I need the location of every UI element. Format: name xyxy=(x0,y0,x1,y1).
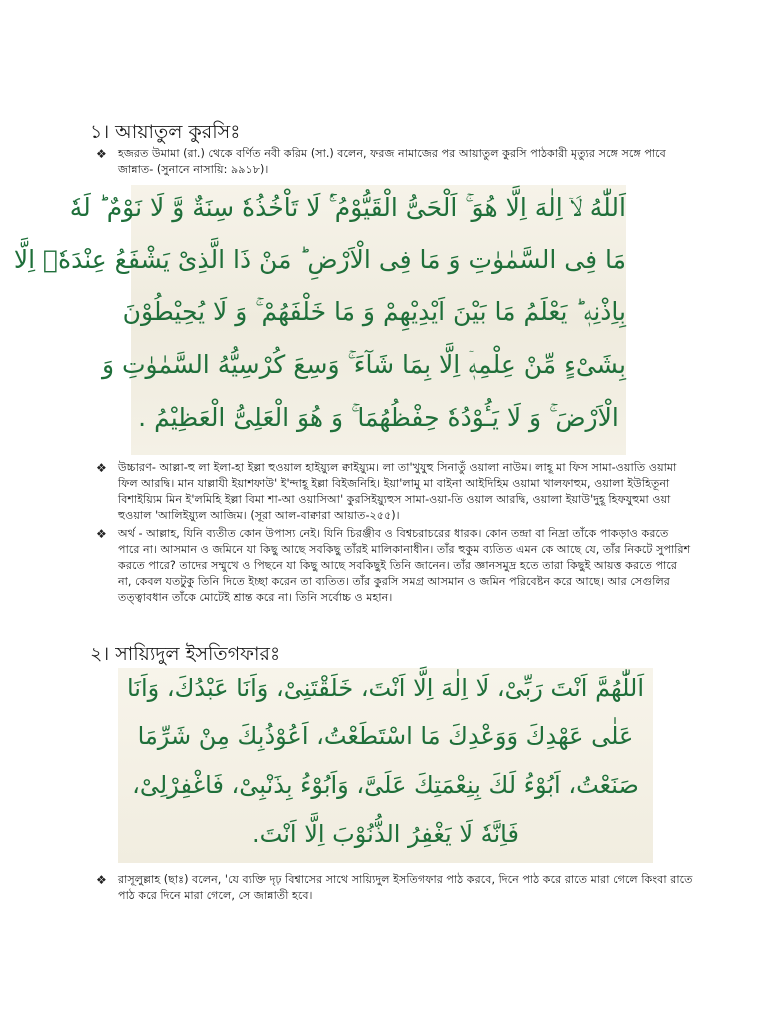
bullet-hadith-ayatul-kursi xyxy=(96,146,693,178)
meaning-text: অর্থ - আল্লাহ, যিনি ব্যতীত কোন উপাস্য নেই। যিনি চিরঞ্জীব ও বিশ্বচরাচরের ধারক। কোন তন্দ্রা বা নিদ্রা তাঁকে পাকড়াও করতে পারে না। আসমান ও জমিনে যা কিছু আছে সবকিছু তাঁরই মালিকানাধীন। তাঁর হুকুম ব্যতিত এমন কে আছে যে, তাঁর নিকটে সুপারিশ করতে পারে? তাদের সম্মুখে ও পিছনে যা কিছু আছে সবকিছুই তিনি জানেন। তাঁর জ্ঞানসমুদ্র হতে তারা কিছুই আয়ত্ত করতে পারে না, কেবল যতটুকু তিনি দিতে ইচ্ছা করেন তা ব্যতিত। তাঁর কুরসি সমগ্র আসমান ও জমিন পরিবেষ্টন করে আছে। আর সেগুলির তত্ত্বাবধান তাঁকে মোটেই শ্রান্ত করে না। তিনি সর্বোচ্চ ও মহান। xyxy=(118,527,691,604)
hadith-text: হজরত উমামা (রা.) থেকে বর্ণিত নবী করিম (সা.) বলেন, ফরজ নামাজের পর আয়াতুল কুরসি পাঠকারী মৃত্যুর সঙ্গে সঙ্গে পাবে জান্নাত- (সুনানে নাসায়ি: ৯৯১৮)। xyxy=(118,147,666,176)
arabic-line: صَنَعْتُ، اَبُوْءُ لَكَ بِنِعْمَتِكَ عَلَیَّ، وَاَبُوْءُ بِذَنْبِیْ، فَاغْفِرْلِیْ، xyxy=(132,771,639,799)
bullet-transliteration xyxy=(96,460,693,524)
arabic-line: بِشَیْءٍ مِّنْ عِلْمِهٖۤ اِلَّا بِمَا شَآءَ ۚ وَسِعَ كُرْسِیُّهُ السَّمٰوٰتِ وَ xyxy=(101,350,626,379)
arabic-line: فَاِنَّهٗ لَا یَغْفِرُ الذُّنُوْبَ اِلَّا اَنْتَ. xyxy=(252,820,519,848)
transliteration-text: উচ্চারণ- আল্লা-হু লা ইলা-হা ইল্লা হুওয়াল হাইয়্যুল ক্বাইয়্যুম। লা তা'খুযুহু সিনাতুঁ ওয়ালা নাউম। লাহূ মা ফিস সামা-ওয়াতি ওয়ামা ফিল আরদ্বি। মান যাল্লাযী ইয়াশফাউ' ই'ন্দাহূ ইল্লা বিইজনিহি। ইয়া'লামু মা বাইনা আইদিহিম ওয়ামা খালফাহুম, ওয়ালা ইউহিতূনা বিশাইয়্যিম মিন ই'লমিহি ইল্লা বিমা শা-আ ওয়াসিআ' কুরসিইয়্যুহুস সামা-ওয়া-তি ওয়াল আরদ্বি, ওয়ালা ইয়াউ'দুহূ হিফযুহুমা ওয়া হুওয়াল 'আলিইয়্যুল আজিম। (সূরা আল-বাক্বারা আয়াত-২৫৫)। xyxy=(118,461,677,522)
arabic-line: اَللّٰهُ لَاۤ اِلٰهَ اِلَّا هُوَ ۚ اَلْحَیُّ الْقَیُّوْمُ ۚ۬ لَا تَاْخُذُهٗ سِنَةٌ وَّ لَا نَوْمٌ ؕ لَهٗ xyxy=(69,193,626,222)
hadith-text: রাসূলুল্লাহ (ছাঃ) বলেন, 'যে ব্যক্তি দৃঢ় বিশ্বাসের সাথে সায়্যিদুল ইসতিগফার পাঠ করবে, দিনে পাঠ করে রাতে মারা গেলে কিংবা রাতে পাঠ করে দিনে মারা গেলে, সে জান্নাতী হবে। xyxy=(118,873,693,902)
arabic-line: عَلٰی عَهْدِكَ وَوَعْدِكَ مَا اسْتَطَعْتُ، اَعُوْذُبِكَ مِنْ شَرِّمَا xyxy=(137,722,634,750)
arabic-line: مَا فِی السَّمٰوٰتِ وَ مَا فِی الْاَرْضِ ؕ مَنْ ذَا الَّذِیْ یَشْفَعُ عِنْدَهٗۤ اِلَّا xyxy=(13,245,626,274)
diamond-bullet-icon: ❖ xyxy=(96,147,107,161)
section-heading-sayyidul-istighfar: ২। সায়্যিদুল ইসতিগফারঃ xyxy=(90,643,281,665)
arabic-line: اَللّٰهُمَّ اَنْتَ رَبِّیْ، لَا اِلٰهَ اِلَّا اَنْتَ، خَلَقْتَنِیْ، وَاَنَا عَبْدُكَ، وَاَنَا xyxy=(126,674,645,702)
diamond-bullet-icon: ❖ xyxy=(96,873,107,887)
diamond-bullet-icon: ❖ xyxy=(96,461,107,475)
arabic-line: بِاِذْنِهٖ ؕ یَعْلَمُ مَا بَیْنَ اَیْدِیْهِمْ وَ مَا خَلْفَهُمْ ۚ وَ لَا یُحِیْطُوْنَ xyxy=(122,297,626,326)
arabic-verse-image-sayyidul-istighfar xyxy=(118,668,653,863)
arabic-line: الْاَرْضَ ۚ وَ لَا یَـُٔوْدُهٗ حِفْظُهُمَا ۚ وَ هُوَ الْعَلِیُّ الْعَظِیْمُ . xyxy=(138,403,619,432)
arabic-verse-image-ayatul-kursi xyxy=(13,185,626,455)
bullet-meaning xyxy=(96,526,693,606)
bullet-hadith-istighfar xyxy=(96,872,693,904)
section-heading-ayatul-kursi: ১। আয়াতুল কুরসিঃ xyxy=(90,121,241,143)
diamond-bullet-icon: ❖ xyxy=(96,527,107,541)
